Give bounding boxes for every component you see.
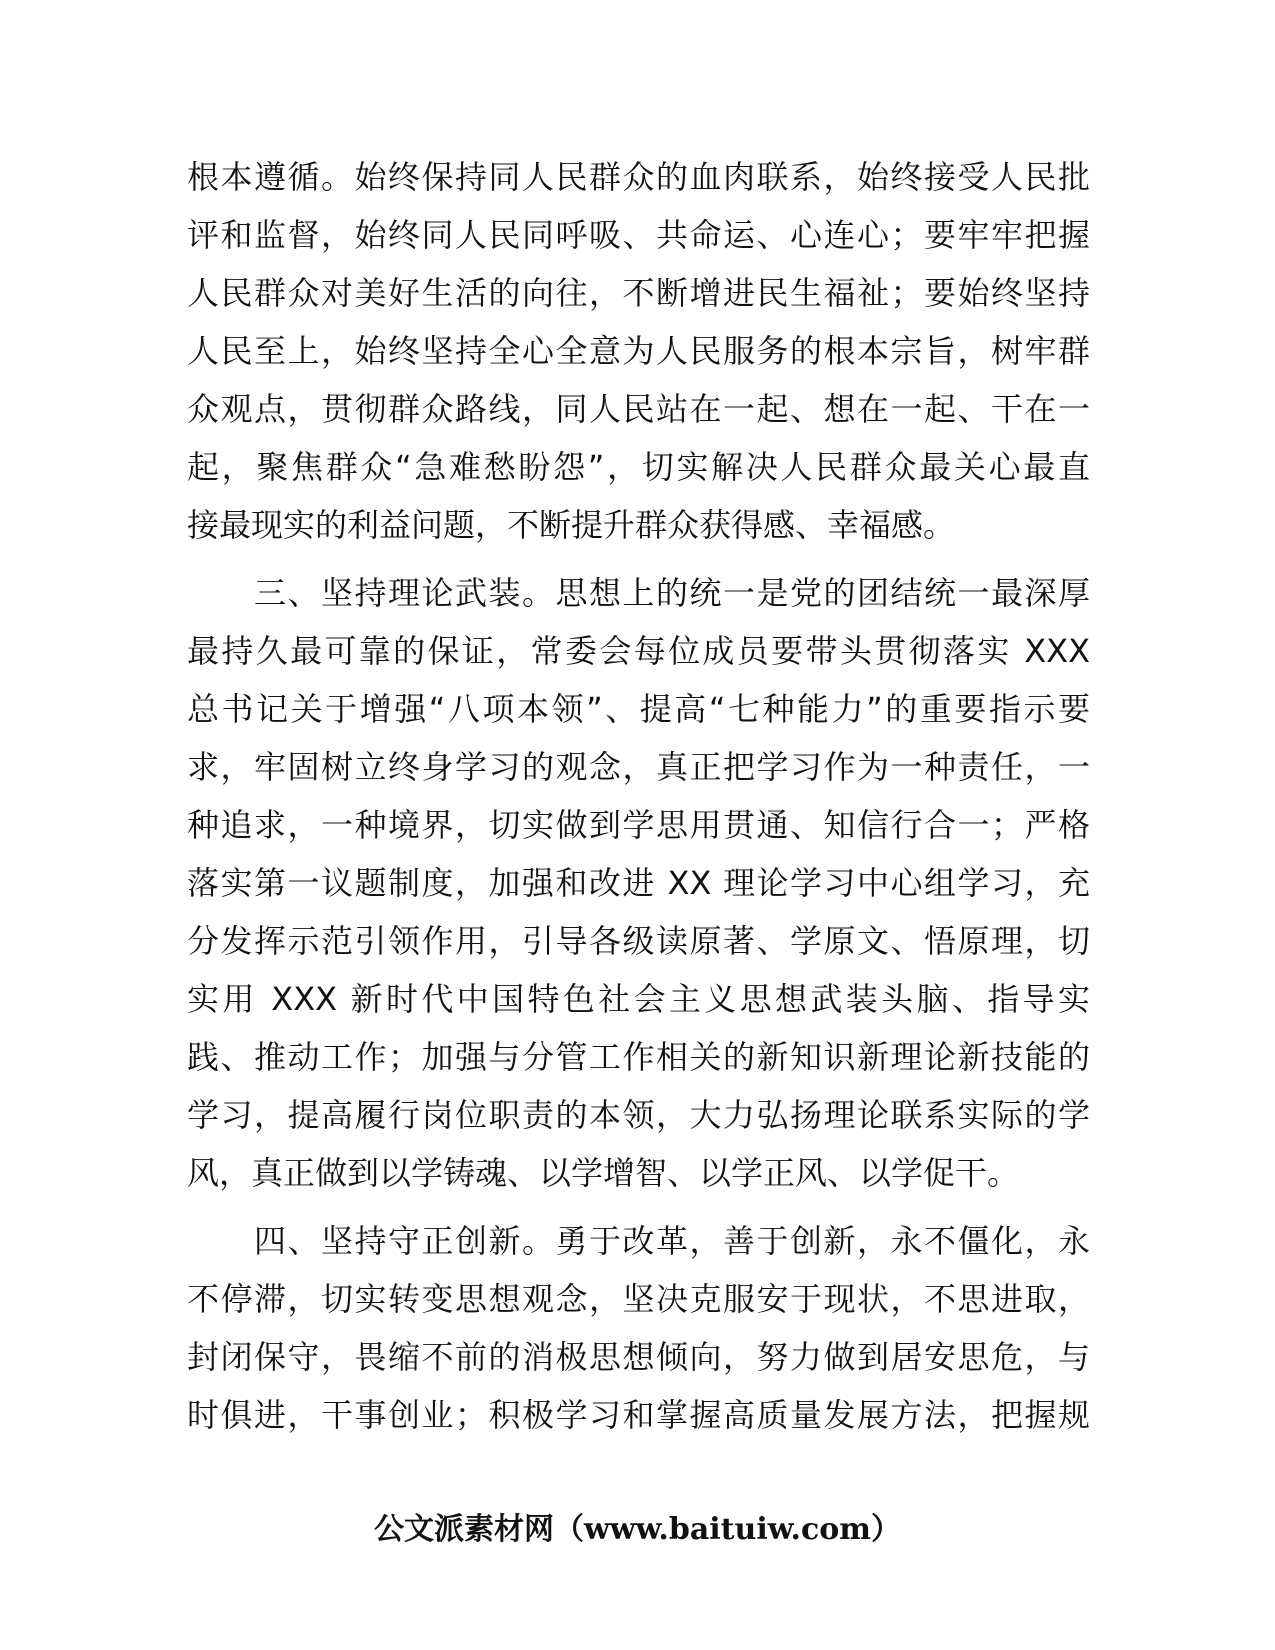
paragraph-1 (187, 148, 1090, 554)
text-line: 根本遵循。始终保持同人民群众的血肉联系，始终接受人民批 (187, 158, 1090, 196)
text-line: 接最现实的利益问题，不断提升群众获得感、幸福感。 (187, 506, 956, 544)
paragraph-2 (187, 564, 1090, 1202)
text-line: 总书记关于增强“八项本领”、提高“七种能力”的重要指示要 (187, 690, 1090, 728)
text-line: 落实第一议题制度，加强和改进 XX 理论学习中心组学习，充 (187, 864, 1090, 902)
text-line: 四、坚持守正创新。勇于改革，善于创新，永不僵化，永 (187, 1222, 1090, 1260)
text-line: 众观点，贯彻群众路线，同人民站在一起、想在一起、干在一 (187, 390, 1090, 428)
document-body (187, 148, 1090, 1444)
paragraph-3 (187, 1212, 1090, 1444)
text-line: 人民至上，始终坚持全心全意为人民服务的根本宗旨，树牢群 (187, 332, 1090, 370)
text-line: 人民群众对美好生活的向往，不断增进民生福祉；要始终坚持 (187, 274, 1090, 312)
text-line: 种追求，一种境界，切实做到学思用贯通、知信行合一；严格 (187, 806, 1090, 844)
text-line: 风，真正做到以学铸魂、以学增智、以学正风、以学促干。 (187, 1154, 1020, 1192)
text-line: 不停滞，切实转变思想观念，坚决克服安于现状，不思进取， (187, 1280, 1090, 1318)
text-line: 时俱进，干事创业；积极学习和掌握高质量发展方法，把握规 (187, 1396, 1090, 1434)
text-line: 学习，提高履行岗位职责的本领，大力弘扬理论联系实际的学 (187, 1096, 1090, 1134)
text-line: 封闭保守，畏缩不前的消极思想倾向，努力做到居安思危，与 (187, 1338, 1090, 1376)
text-line: 评和监督，始终同人民同呼吸、共命运、心连心；要牢牢把握 (187, 216, 1090, 254)
text-line: 求，牢固树立终身学习的观念，真正把学习作为一种责任，一 (187, 748, 1090, 786)
text-line: 践、推动工作；加强与分管工作相关的新知识新理论新技能的 (187, 1038, 1090, 1076)
text-line: 分发挥示范引领作用，引导各级读原著、学原文、悟原理，切 (187, 922, 1090, 960)
text-line: 三、坚持理论武装。思想上的统一是党的团结统一最深厚 (187, 574, 1090, 612)
text-line: 最持久最可靠的保证，常委会每位成员要带头贯彻落实 XXX (187, 632, 1090, 670)
footer-watermark: 公文派素材网（www.baituiw.com） (373, 1512, 902, 1547)
text-line: 起，聚焦群众“急难愁盼怨”，切实解决人民群众最关心最直 (187, 448, 1090, 486)
text-line: 实用 XXX 新时代中国特色社会主义思想武装头脑、指导实 (187, 980, 1090, 1018)
